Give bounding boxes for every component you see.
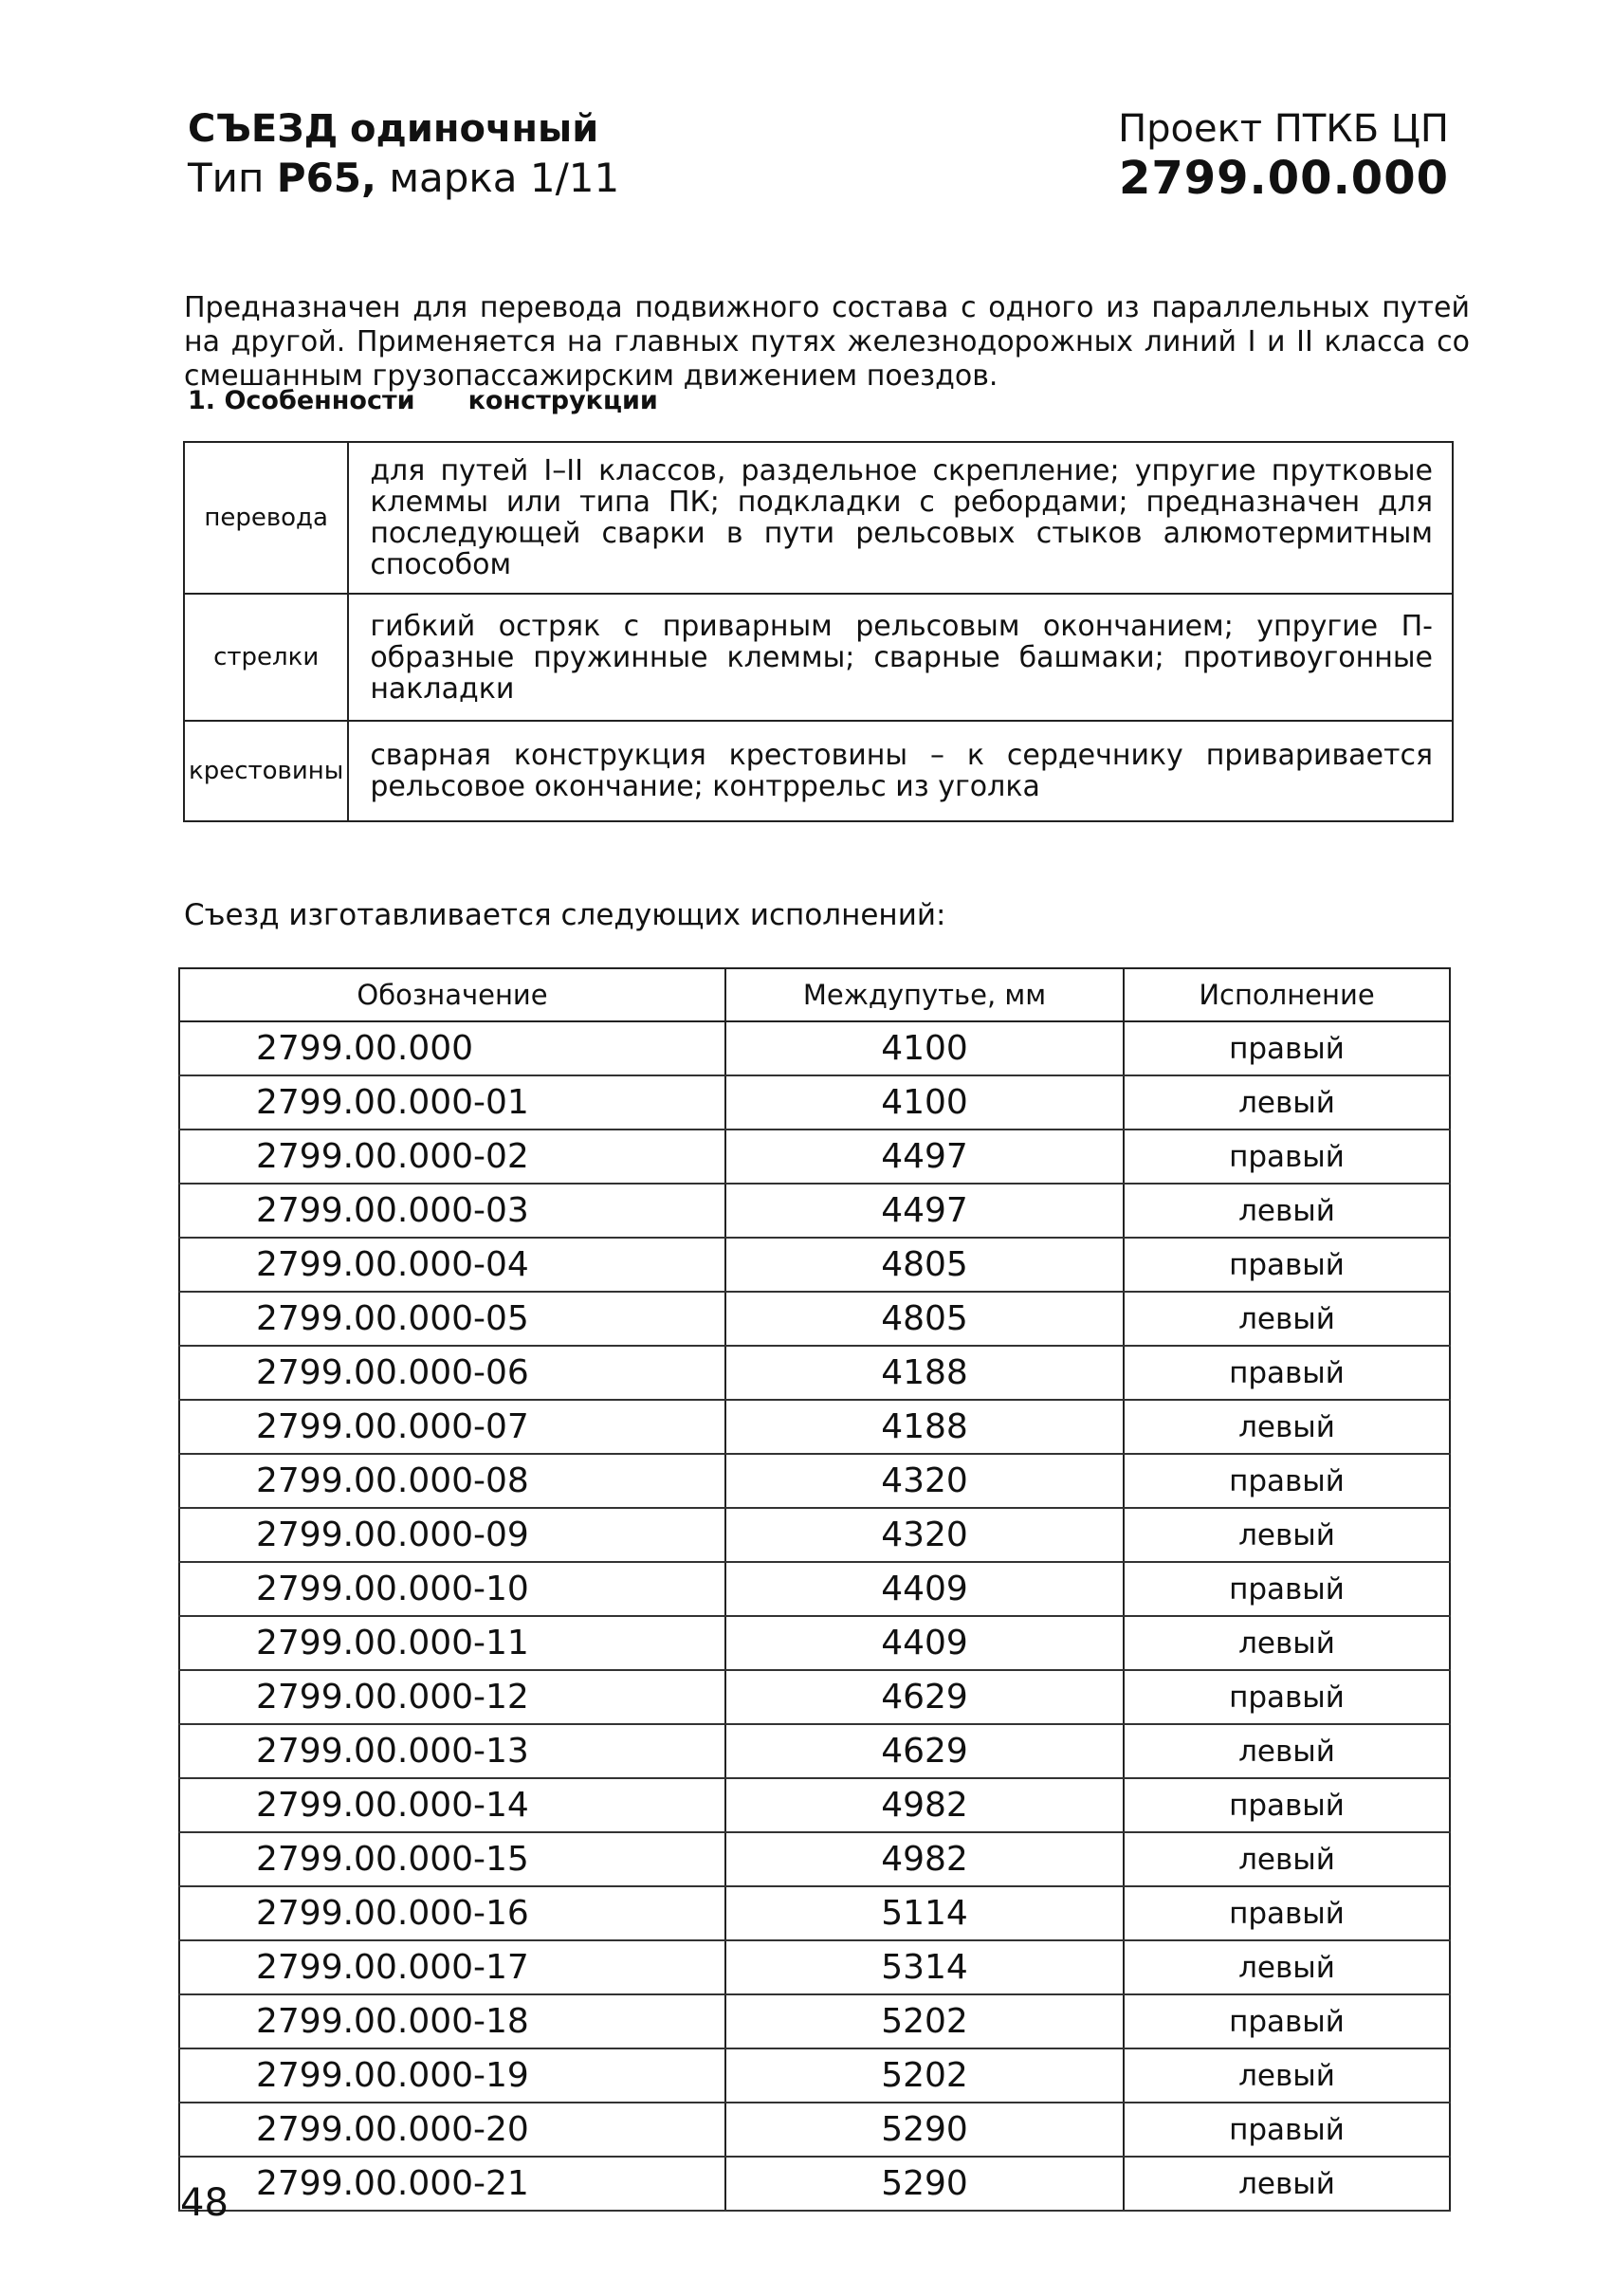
table-row — [179, 1886, 1450, 1940]
hand-cell: правый — [1124, 1886, 1450, 1940]
variants-lead: Съезд изготавливается следующих исполнений: — [184, 898, 946, 932]
track-spacing-cell: 5290 — [725, 2103, 1124, 2157]
hand-cell: правый — [1124, 1238, 1450, 1292]
track-spacing-cell: 4629 — [725, 1670, 1124, 1724]
type-prefix: Тип — [188, 155, 265, 201]
table-row — [179, 1021, 1450, 1075]
table-row — [179, 2103, 1450, 2157]
designation-cell: 2799.00.000-09 — [179, 1508, 725, 1562]
designation-cell: 2799.00.000-07 — [179, 1400, 725, 1454]
designation-cell: 2799.00.000-14 — [179, 1778, 725, 1832]
feature-row — [184, 594, 1453, 721]
designation-cell: 2799.00.000-06 — [179, 1346, 725, 1400]
designation-cell: 2799.00.000-08 — [179, 1454, 725, 1508]
designation-cell: 2799.00.000-02 — [179, 1130, 725, 1184]
hand-cell: правый — [1124, 1130, 1450, 1184]
track-spacing-cell: 4497 — [725, 1184, 1124, 1238]
designation-cell: 2799.00.000-17 — [179, 1940, 725, 1994]
track-spacing-cell: 5114 — [725, 1886, 1124, 1940]
table-row — [179, 1670, 1450, 1724]
track-spacing-cell: 4320 — [725, 1508, 1124, 1562]
track-spacing-cell: 4188 — [725, 1346, 1124, 1400]
table-row — [179, 1832, 1450, 1886]
track-spacing-cell: 4805 — [725, 1292, 1124, 1346]
track-spacing-cell: 4188 — [725, 1400, 1124, 1454]
column-header-designation: Обозначение — [179, 968, 725, 1021]
column-header-hand: Исполнение — [1124, 968, 1450, 1021]
variants-body — [179, 1021, 1450, 2211]
track-spacing-cell: 5314 — [725, 1940, 1124, 1994]
track-spacing-cell: 5290 — [725, 2157, 1124, 2211]
features-table — [183, 441, 1454, 822]
hand-cell: правый — [1124, 1346, 1450, 1400]
title-rest: одиночный — [350, 107, 599, 151]
mark-label: марка — [389, 155, 518, 201]
designation-cell: 2799.00.000 — [179, 1021, 725, 1075]
table-row — [179, 1292, 1450, 1346]
title-word: СЪЕЗД — [188, 107, 339, 151]
column-header-track-spacing: Междупутье, мм — [725, 968, 1124, 1021]
feature-row — [184, 442, 1453, 594]
hand-cell: левый — [1124, 1832, 1450, 1886]
track-spacing-cell: 4100 — [725, 1021, 1124, 1075]
feature-part: стрелки — [184, 594, 348, 721]
hand-cell: левый — [1124, 1184, 1450, 1238]
designation-cell: 2799.00.000-16 — [179, 1886, 725, 1940]
hand-cell: правый — [1124, 1562, 1450, 1616]
hand-cell: левый — [1124, 1075, 1450, 1130]
hand-cell: левый — [1124, 1940, 1450, 1994]
hand-cell: левый — [1124, 1616, 1450, 1670]
feature-part: крестовины — [184, 721, 348, 821]
mark-value: 1/11 — [529, 155, 620, 201]
table-row — [179, 1130, 1450, 1184]
section-word-2: конструкции — [467, 386, 658, 415]
project-number: 2799.00.000 — [1118, 152, 1449, 205]
table-row — [179, 1400, 1450, 1454]
designation-cell: 2799.00.000-21 — [179, 2157, 725, 2211]
table-row — [179, 1778, 1450, 1832]
section-heading — [188, 386, 658, 415]
table-row — [179, 1454, 1450, 1508]
designation-cell: 2799.00.000-19 — [179, 2048, 725, 2103]
designation-cell: 2799.00.000-03 — [179, 1184, 725, 1238]
hand-cell: правый — [1124, 1778, 1450, 1832]
table-row — [179, 1940, 1450, 1994]
variants-header-row — [179, 968, 1450, 1021]
hand-cell: левый — [1124, 2157, 1450, 2211]
designation-cell: 2799.00.000-15 — [179, 1832, 725, 1886]
track-spacing-cell: 4100 — [725, 1075, 1124, 1130]
track-spacing-cell: 5202 — [725, 1994, 1124, 2048]
table-row — [179, 2157, 1450, 2211]
track-spacing-cell: 4629 — [725, 1724, 1124, 1778]
track-spacing-cell: 4409 — [725, 1562, 1124, 1616]
table-row — [179, 1075, 1450, 1130]
hand-cell: правый — [1124, 1994, 1450, 2048]
track-spacing-cell: 4805 — [725, 1238, 1124, 1292]
designation-cell: 2799.00.000-11 — [179, 1616, 725, 1670]
track-spacing-cell: 4982 — [725, 1778, 1124, 1832]
feature-row — [184, 721, 1453, 821]
variants-table — [178, 967, 1451, 2212]
feature-text: гибкий остряк с приварным рельсовым окончанием; упругие П-образные пружинные клеммы; сварные башмаки; противоугонные накладки — [348, 594, 1453, 721]
table-row — [179, 1562, 1450, 1616]
hand-cell: левый — [1124, 1724, 1450, 1778]
table-row — [179, 1238, 1450, 1292]
feature-part: перевода — [184, 442, 348, 594]
table-row — [179, 1346, 1450, 1400]
track-spacing-cell: 4409 — [725, 1616, 1124, 1670]
designation-cell: 2799.00.000-04 — [179, 1238, 725, 1292]
table-row — [179, 1184, 1450, 1238]
hand-cell: правый — [1124, 1670, 1450, 1724]
page-number: 48 — [180, 2181, 229, 2225]
track-spacing-cell: 4320 — [725, 1454, 1124, 1508]
hand-cell: левый — [1124, 1292, 1450, 1346]
hand-cell: левый — [1124, 1508, 1450, 1562]
feature-text: сварная конструкция крестовины – к сердечнику приваривается рельсовое окончание; контррельс из уголка — [348, 721, 1453, 821]
designation-cell: 2799.00.000-20 — [179, 2103, 725, 2157]
section-word-1: Особенности — [224, 386, 415, 415]
type-value: Р65, — [276, 155, 376, 201]
designation-cell: 2799.00.000-13 — [179, 1724, 725, 1778]
table-row — [179, 1616, 1450, 1670]
section-number: 1. — [188, 386, 216, 415]
hand-cell: левый — [1124, 1400, 1450, 1454]
track-spacing-cell: 4982 — [725, 1832, 1124, 1886]
intro-paragraph: Предназначен для перевода подвижного состава с одного из параллельных путей на другой. Применяется на главных путях железнодорожных линий I и II класса со смешанным грузопассажирским движением поездов. — [184, 291, 1470, 393]
hand-cell: правый — [1124, 2103, 1450, 2157]
designation-cell: 2799.00.000-18 — [179, 1994, 725, 2048]
project-label: Проект ПТКБ ЦП — [1118, 107, 1449, 151]
designation-cell: 2799.00.000-05 — [179, 1292, 725, 1346]
track-spacing-cell: 4497 — [725, 1130, 1124, 1184]
hand-cell: левый — [1124, 2048, 1450, 2103]
designation-cell: 2799.00.000-01 — [179, 1075, 725, 1130]
designation-cell: 2799.00.000-10 — [179, 1562, 725, 1616]
table-row — [179, 1724, 1450, 1778]
table-row — [179, 1994, 1450, 2048]
document-title — [188, 104, 619, 203]
table-row — [179, 2048, 1450, 2103]
designation-cell: 2799.00.000-12 — [179, 1670, 725, 1724]
hand-cell: правый — [1124, 1021, 1450, 1075]
project-info — [1118, 104, 1449, 203]
table-row — [179, 1508, 1450, 1562]
track-spacing-cell: 5202 — [725, 2048, 1124, 2103]
feature-text: для путей I–II классов, раздельное скрепление; упругие прутковые клеммы или типа ПК; подкладки с ребордами; предназначен для последующей сварки в пути рельсовых стыков алюмотермитным способом — [348, 442, 1453, 594]
hand-cell: правый — [1124, 1454, 1450, 1508]
